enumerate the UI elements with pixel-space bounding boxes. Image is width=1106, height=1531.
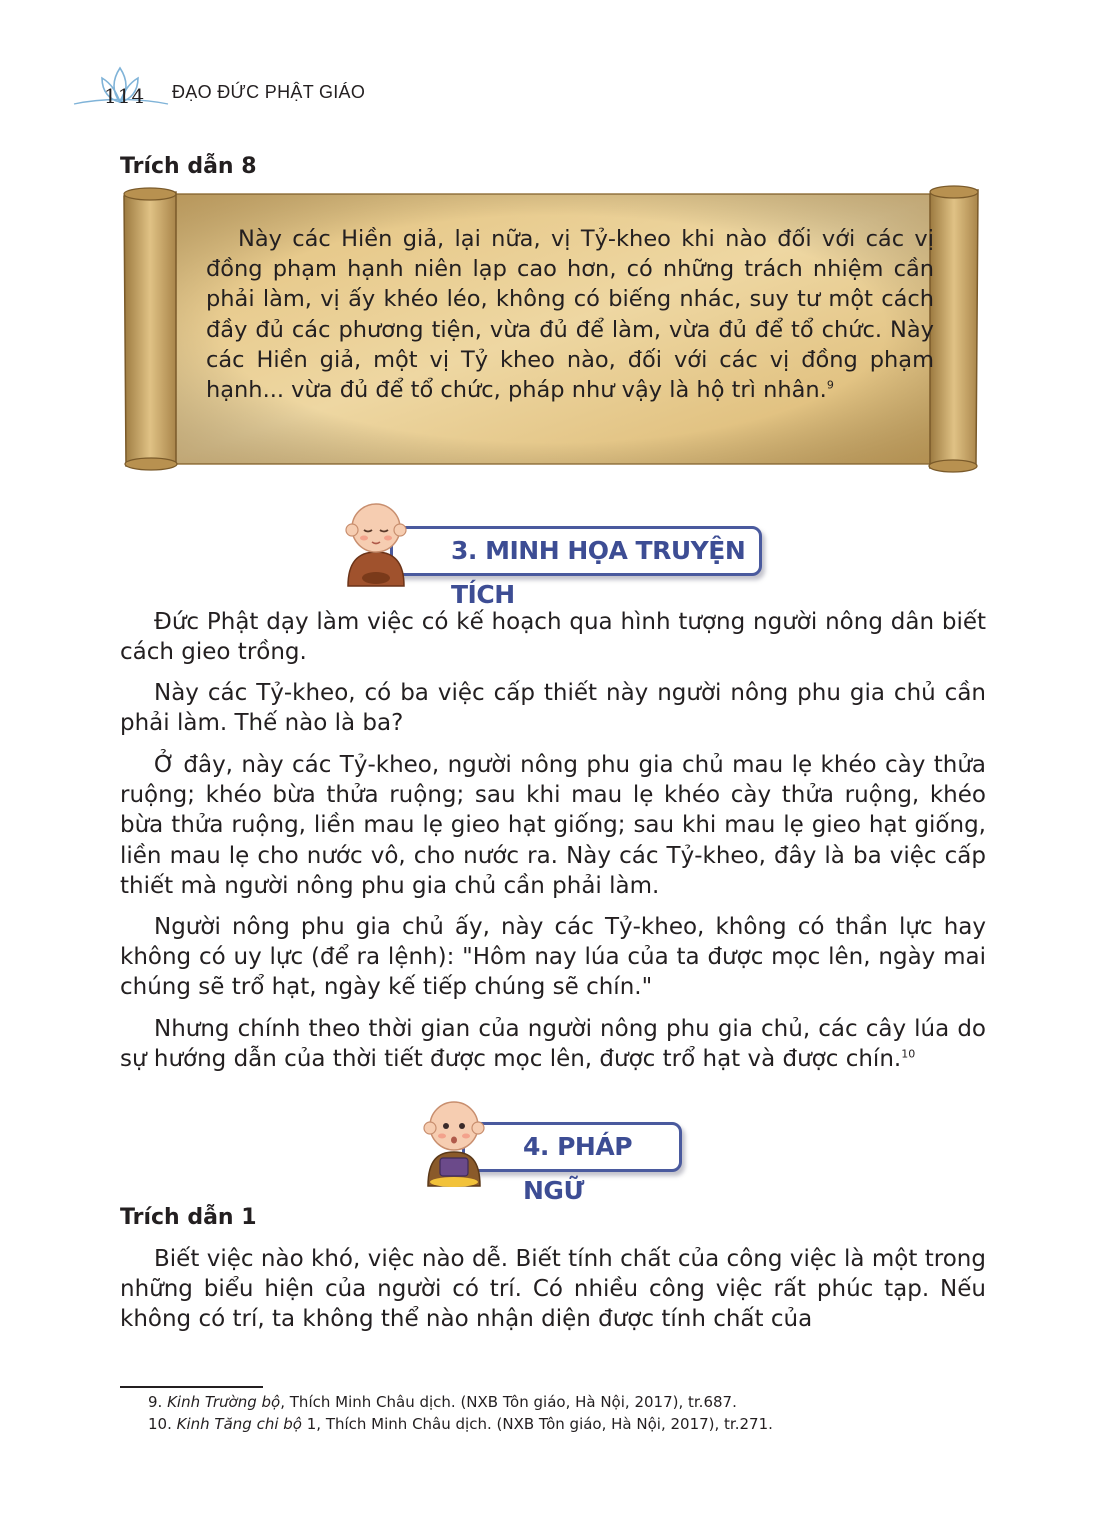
page-header [72,62,392,112]
quote-8-heading: Trích dẫn 8 [120,154,257,179]
footnote-divider [120,1386,263,1388]
monk-meditating-icon [338,498,418,588]
footnote-ref-9: 9 [826,378,834,392]
section-3-paragraph-4: Người nông phu gia chủ ấy, này các Tỷ-kheo, không có thần lực hay không có uy lực (để ra lệnh): "Hôm nay lúa của ta được mọc lên, ngày mai chúng sẽ trổ hạt, ngày kế tiếp chúng sẽ chín." [120,914,986,1001]
footnote-10: 10. Kinh Tăng chi bộ 1, Thích Minh Châu dịch. (NXB Tôn giáo, Hà Nội, 2017), tr.271. [148,1415,773,1433]
section-4-title: 4. PHÁP NGỮ [462,1122,682,1172]
quote-8-text: Này các Hiền giả, lại nữa, vị Tỷ-kheo khi nào đối với các vị đồng phạm hạnh niên lạp cao hơn, có những trách nhiệm cần phải làm, vị ấy khéo léo, không có biếng nhác, suy tư một cách đầy đủ các phương tiện, vừa đủ để làm, vừa đủ để tổ chức. Này các Hiền giả, một vị Tỷ kheo nào, đối với các vị đồng phạm hạnh... vừa đủ để tổ chức, pháp như vậy là hộ trì nhân.$^9$ [206,226,934,404]
footnote-9: 9. Kinh Trường bộ, Thích Minh Châu dịch. (NXB Tôn giáo, Hà Nội, 2017), tr.687. [148,1393,737,1411]
section-3-badge [338,498,768,609]
section-3-paragraph-2: Này các Tỷ-kheo, có ba việc cấp thiết này người nông phu gia chủ cần phải làm. Thế nào là ba? [120,680,986,737]
section-3-title: 3. MINH HỌA TRUYỆN TÍCH [390,526,762,576]
section-3-paragraph-3: Ở đây, này các Tỷ-kheo, người nông phu gia chủ mau lẹ khéo cày thửa ruộng; khéo bừa thửa ruộng; sau khi mau lẹ khéo cày thửa ruộng, khéo bừa thửa ruộng, liền mau lẹ gieo hạt giống; sau khi mau lẹ gieo hạt giống, liền mau lẹ cho nước vô, cho nước ra. Này các Tỷ-kheo, đây là ba việc cấp thiết mà người nông phu gia chủ cần phải làm. [120,752,986,899]
footnote-ref-10: 10 [901,1047,916,1061]
quote-1-heading: Trích dẫn 1 [120,1205,257,1230]
section-3-paragraph-1: Đức Phật dạy làm việc có kế hoạch qua hình tượng người nông dân biết cách gieo trồng. [120,609,986,666]
book-title: ĐẠO ĐỨC PHẬT GIÁO [172,82,366,102]
monk-reading-icon [420,1094,490,1188]
section-4-badge [420,1094,690,1205]
section-3-paragraph-5: Nhưng chính theo thời gian của người nông phu gia chủ, các cây lúa do sự hướng dẫn của thời tiết được mọc lên, được trổ hạt và được chín.$^{10}$ [120,1016,986,1073]
quote-scroll [118,182,984,474]
page-number: 114 [104,84,146,108]
section-4-paragraph: Biết việc nào khó, việc nào dễ. Biết tính chất của công việc là một trong những biểu hiện của người có trí. Có nhiều công việc rất phúc tạp. Nếu không có trí, ta không thể nào nhận diện được tính chất của [120,1246,986,1333]
